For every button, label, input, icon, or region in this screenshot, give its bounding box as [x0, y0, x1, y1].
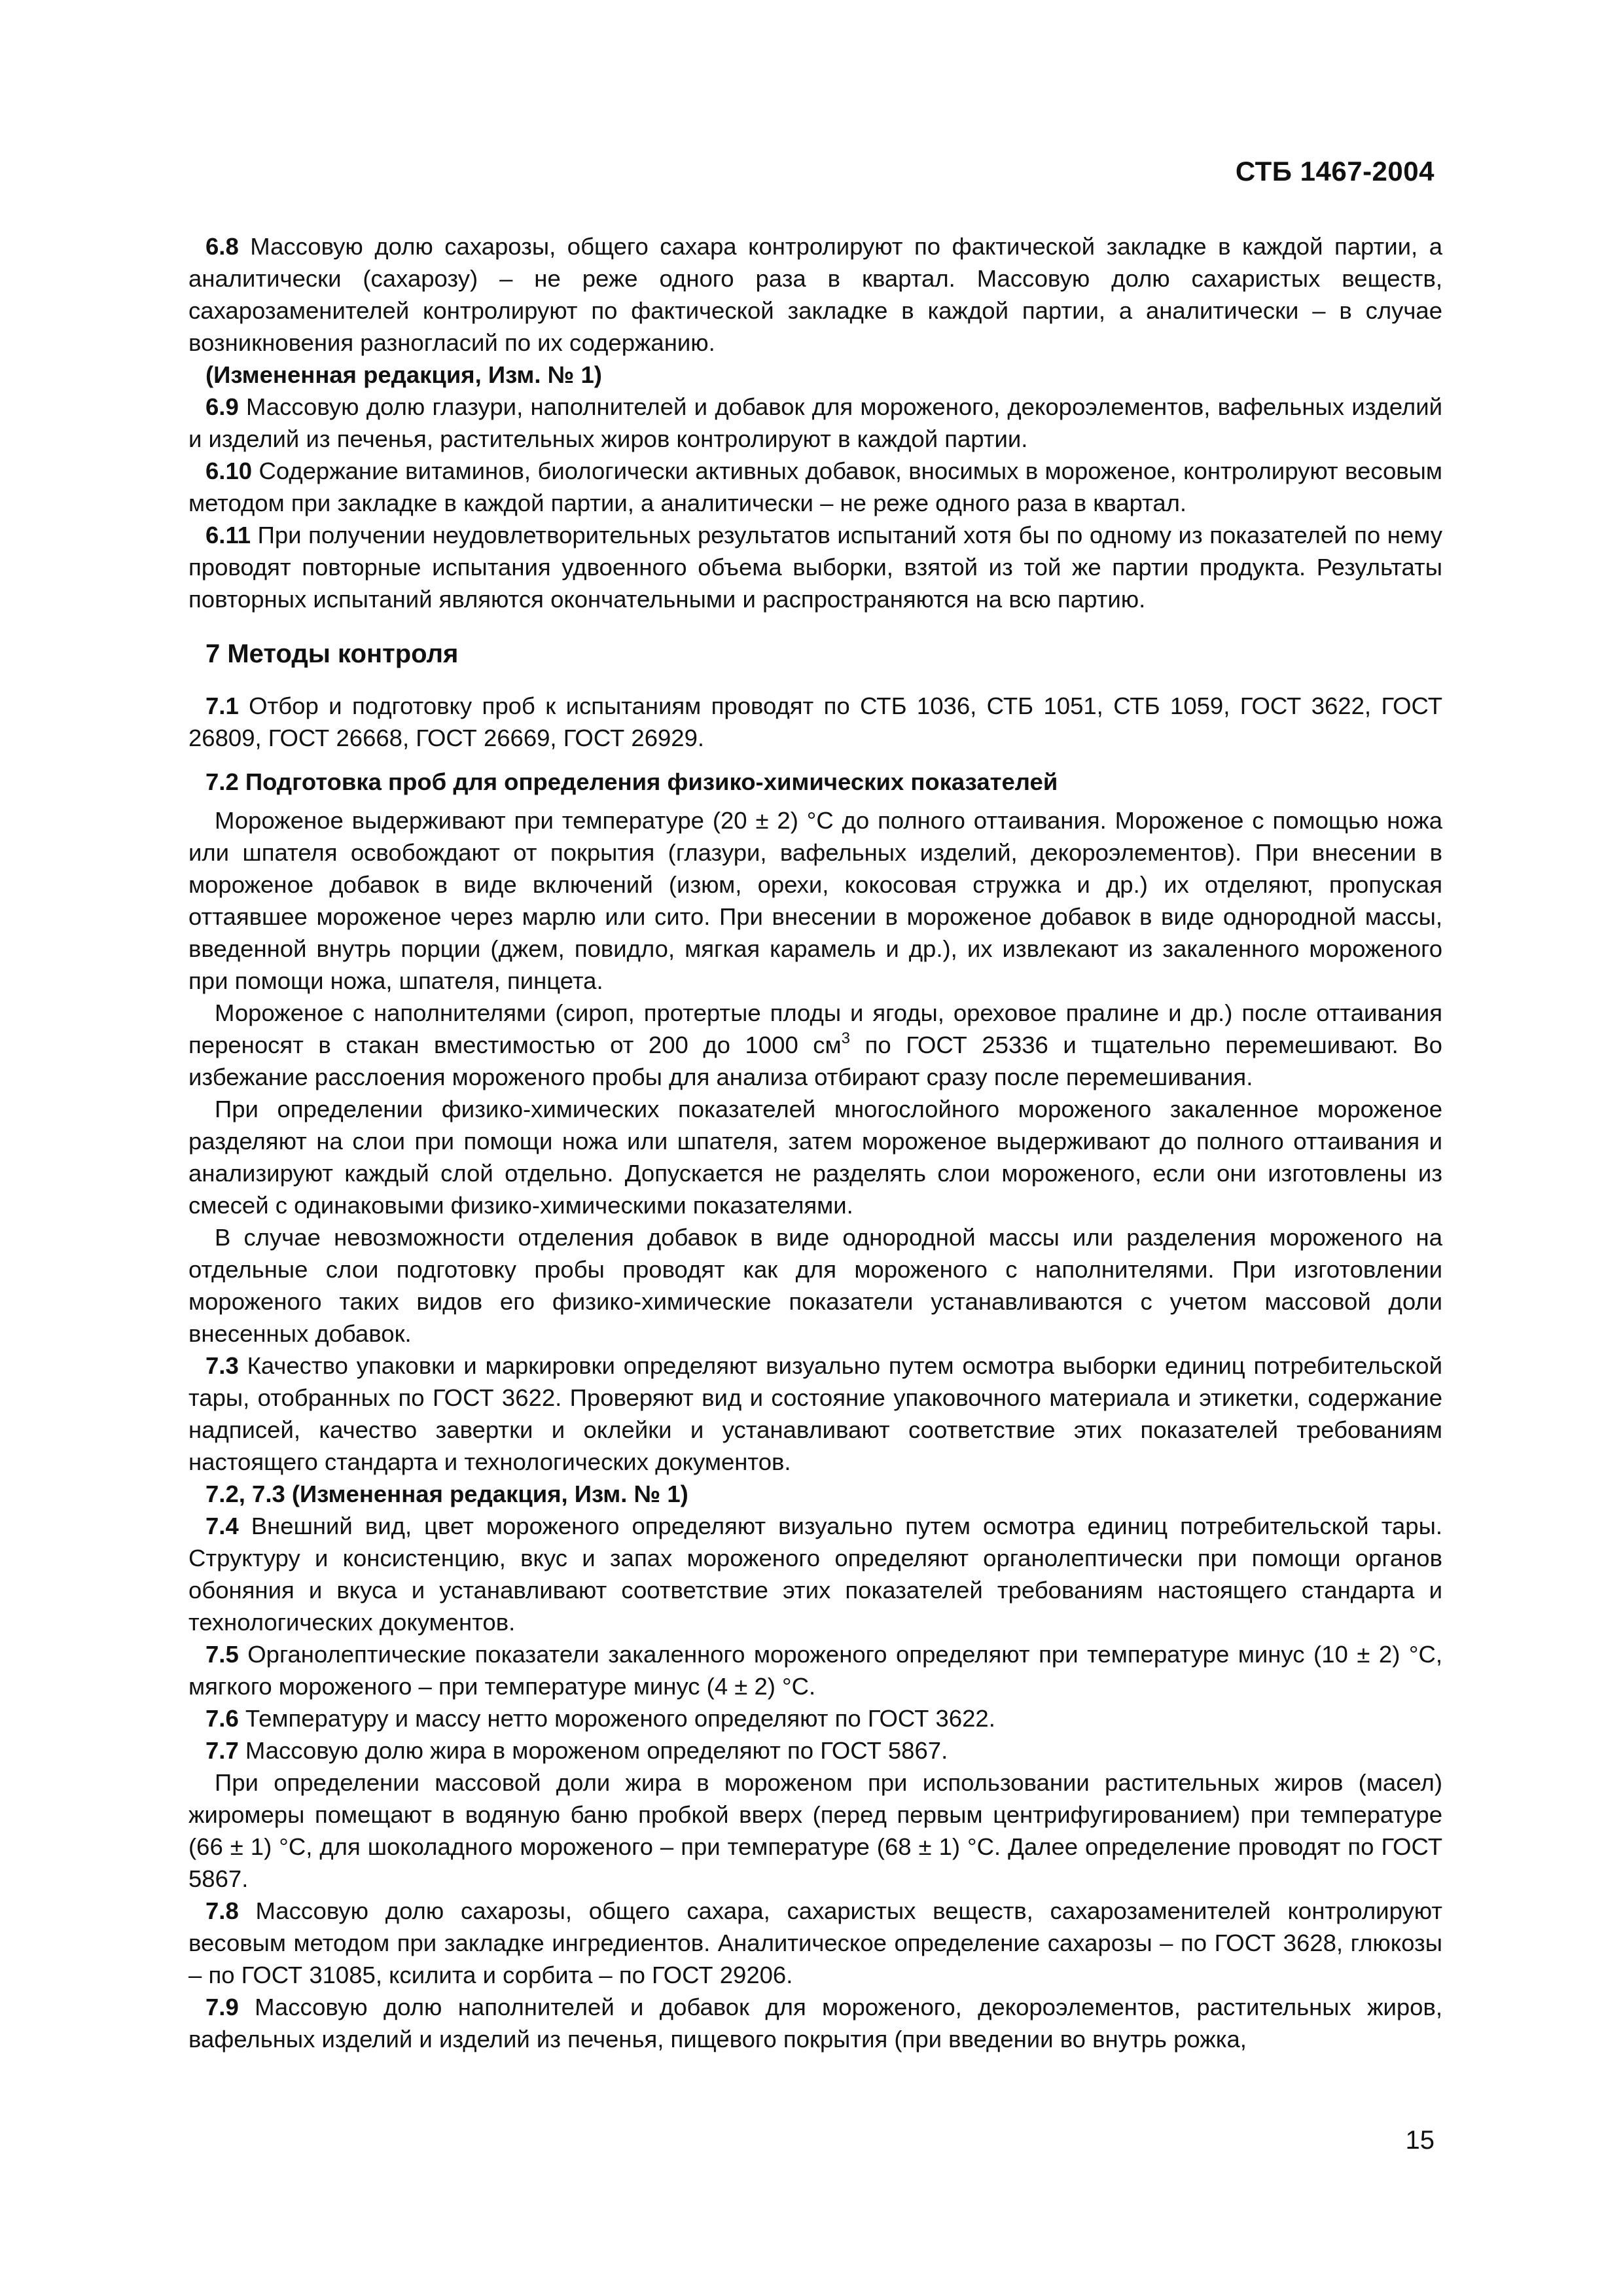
clause-7-8 — [188, 1895, 1442, 1991]
clause-number: 6.9 — [205, 393, 239, 420]
clause-7-7 — [188, 1734, 1442, 1767]
clause-number: 7.7 — [205, 1737, 239, 1764]
clause-6-11 — [188, 519, 1442, 615]
clause-number: 7.8 — [205, 1897, 239, 1924]
paragraph: При определении массовой доли жира в мороженом при использовании растительных жиров (масел) жиромеры помещают в водяную баню пробкой вверх (перед первым центрифугированием) при температуре (66 ± 1) °С, для шоколадного мороженого – при температуре (68 ± 1) °С. Далее определение проводят по ГОСТ 5867. — [188, 1769, 1442, 1892]
page-number: 15 — [1405, 2126, 1435, 2155]
clause-text: Внешний вид, цвет мороженого определяют визуально путем осмотра единиц потребительской тары. Структуру и консистенцию, вкус и запах мороженого определяют органолептически при помощи органов обоняния и вкуса и устанавливают соответствие этих показателей требованиям настоящего стандарта и технологических документов. — [188, 1513, 1442, 1636]
clause-text: Массовую долю наполнителей и добавок для мороженого, декороэлементов, растительных жиров, вафельных изделий и изделий из печенья, пищевого покрытия (при введении во внутрь рожка, — [188, 1994, 1442, 2053]
paragraph-text: по ГОСТ 25336 и тщательно перемешивают. Во избежание расслоения мороженого пробы для анализа отбирают сразу после перемешивания. — [188, 1031, 1442, 1090]
amendment-note: 7.2, 7.3 (Измененная редакция, Изм. № 1) — [205, 1480, 688, 1507]
clause-text: Массовую долю сахарозы, общего сахара, сахаристых веществ, сахарозаменителей контролируют весовым методом при закладке ингредиентов. Аналитическое определение сахарозы – по ГОСТ 3628, глюкозы – по ГОСТ 31085, ксилита и сорбита – по ГОСТ 29206. — [188, 1897, 1442, 1988]
clause-text: Содержание витаминов, биологически активных добавок, вносимых в мороженое, контролируют весовым методом при закладке в каждой партии, а аналитически – не реже одного раза в квартал. — [188, 457, 1442, 516]
subsection-title: 7.2 Подготовка проб для определения физико-химических показателей — [205, 768, 1058, 795]
superscript: 3 — [841, 1029, 851, 1047]
paragraph: При определении физико-химических показателей многослойного мороженого закаленное мороженое разделяют на слои при помощи ножа или шпателя, затем мороженое выдерживают до полного оттаивания и анализируют каждый слой отдельно. Допускается не разделять слои мороженого, если они изготовлены из смесей с одинаковыми физико-химическими показателями. — [188, 1096, 1442, 1219]
clause-7-4 — [188, 1510, 1442, 1638]
clause-6-9 — [188, 391, 1442, 455]
document-body — [188, 230, 1442, 2055]
clause-number: 7.5 — [205, 1641, 239, 1668]
clause-number: 6.11 — [205, 522, 251, 548]
clause-7-9 — [188, 1991, 1442, 2055]
section-title: 7 Методы контроля — [205, 639, 459, 668]
clause-number: 7.4 — [205, 1513, 239, 1539]
clause-text: Массовую долю сахарозы, общего сахара контролируют по фактической закладке в каждой партии, а аналитически (сахарозу) – не реже одного раза в квартал. Массовую долю сахаристых веществ, сахарозаменителей контролируют по фактической закладке в каждой партии, а аналитически – в случае возникновения разногласий по их содержанию. — [188, 233, 1442, 356]
clause-7-3 — [188, 1350, 1442, 1478]
clause-text: Качество упаковки и маркировки определяют визуально путем осмотра выборки единиц потребительской тары, отобранных по ГОСТ 3622. Проверяют вид и состояние упаковочного материала и этикетки, содержание надписей, качество завертки и оклейки и устанавливают соответствие этих показателей требованиям настоящего стандарта и технологических документов. — [188, 1352, 1442, 1475]
paragraph — [188, 997, 1442, 1093]
clause-number: 6.8 — [205, 233, 239, 260]
clause-text: При получении неудовлетворительных результатов испытаний хотя бы по одному из показателей по нему проводят повторные испытания удвоенного объема выборки, взятой из той же партии продукта. Результаты повторных испытаний являются окончательными и распространяются на всю партию. — [188, 522, 1442, 613]
clause-text: Отбор и подготовку проб к испытаниям проводят по СТБ 1036, СТБ 1051, СТБ 1059, ГОСТ 3622, ГОСТ 26809, ГОСТ 26668, ГОСТ 26669, ГОСТ 26929. — [188, 692, 1442, 751]
amendment-note: (Измененная редакция, Изм. № 1) — [205, 361, 602, 388]
clause-text: Температуру и массу нетто мороженого определяют по ГОСТ 3622. — [238, 1705, 995, 1732]
paragraph: Мороженое выдерживают при температуре (20 ± 2) °С до полного оттаивания. Мороженое с помощью ножа или шпателя освобождают от покрытия (глазури, вафельных изделий, декороэлементов). При внесении в мороженое добавок в виде включений (изюм, орехи, кокосовая стружка и др.) их отделяют, пропуская оттаявшее мороженое через марлю или сито. При внесении в мороженое добавок в виде однородной массы, введенной внутрь порции (джем, повидло, мягкая карамель и др.), их извлекают из закаленного мороженого при помощи ножа, шпателя, пинцета. — [188, 807, 1442, 994]
clause-7-6 — [188, 1702, 1442, 1734]
clause-text: Массовую долю глазури, наполнителей и добавок для мороженого, декороэлементов, вафельных изделий и изделий из печенья, растительных жиров контролируют в каждой партии. — [188, 393, 1442, 452]
clause-number: 7.3 — [205, 1352, 239, 1379]
clause-6-10 — [188, 455, 1442, 519]
clause-number: 7.6 — [205, 1705, 239, 1732]
clause-7-1 — [188, 690, 1442, 754]
clause-text: Массовую долю жира в мороженом определяют по ГОСТ 5867. — [238, 1737, 948, 1764]
clause-text: Органолептические показатели закаленного мороженого определяют при температуре минус (10 ± 2) °С, мягкого мороженого – при температуре минус (4 ± 2) °С. — [188, 1641, 1442, 1700]
document-code: СТБ 1467-2004 — [1235, 156, 1435, 187]
paragraph: В случае невозможности отделения добавок в виде однородной массы или разделения мороженого на отдельные слои подготовку пробы проводят как для мороженого с наполнителями. При изготовлении мороженого таких видов его физико-химические показатели устанавливаются с учетом массовой доли внесенных добавок. — [188, 1224, 1442, 1347]
clause-number: 6.10 — [205, 457, 253, 484]
clause-number: 7.1 — [205, 692, 239, 719]
clause-number: 7.9 — [205, 1994, 239, 2020]
paragraph-text: Мороженое с наполнителями (сироп, протертые плоды и ягоды, ореховое пралине и др.) после оттаивания переносят в стакан вместимостью от 200 до 1000 см — [188, 999, 1442, 1058]
clause-7-5 — [188, 1638, 1442, 1702]
clause-6-8 — [188, 230, 1442, 359]
